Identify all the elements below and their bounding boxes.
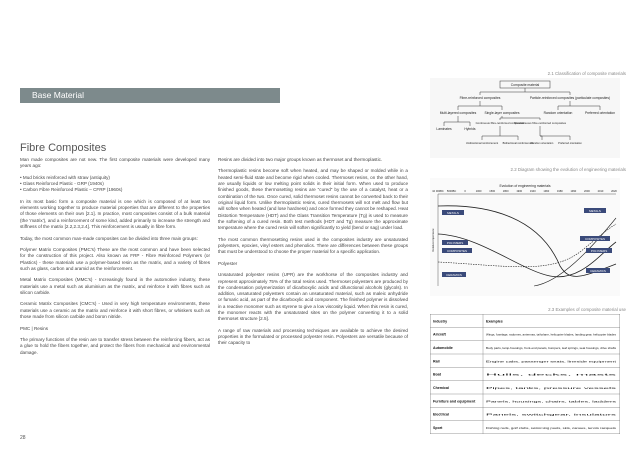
composite-use-table (430, 314, 620, 434)
diagram-node: Random orientation (543, 111, 573, 115)
left-text-column (20, 157, 210, 361)
table-header-cell: Examples (486, 319, 503, 324)
diagram-node: Bidirectional reinforcement (502, 142, 534, 145)
table-industry-cell: Boat (433, 372, 441, 377)
diagram-node: Continuous fibre-reinforced composites (475, 121, 525, 125)
year-tick-label: 1000 (475, 190, 482, 193)
year-tick-label: 2010 (597, 190, 604, 193)
list-item: • Carbon Fibre Reinforced Plastic – CFRP (1960s) (20, 187, 123, 193)
table-industry-cell: Chemical (433, 385, 449, 390)
axis-label: Relative importance (432, 228, 435, 252)
year-tick-label: 1940 (529, 190, 536, 193)
table-examples-cell: Pipes, tanks, pressure vessels (486, 385, 618, 390)
material-group-label: METALS (589, 208, 601, 213)
material-group-label: POLYMERS (446, 240, 464, 245)
paragraph: In its most basic form a composite material is one which is composed of at least two elements working together to produce material properties that are different to the properties of those elements on their own [2.1]. In practice, most composites consist of a bulk material (the 'matrix'), and a reinforcement of some kind, added primarily to increase the strength and stiffness of the matrix [2.2,2.3,2.4]. This reinforcement is usually in fibre form. (20, 198, 210, 230)
material-group-label: COMPOSITES (584, 236, 606, 241)
section-banner: Base Material (20, 88, 280, 103)
paragraph: The most common thermosetting resins used in the composites industry are unsaturated polyesters, epoxies, vinyl esters and phenolics. There are differences between these groups that must be understood to choose the proper material for a specific application. (218, 236, 408, 255)
paragraph: Polymer Matrix Composites (PMC's) These are the most common and have been selected for the construction of this project. Also known as FRP - Fibre Reinforced Polymers (or Plastics) - these materials use a polymer-based resin as the matrix, and a variety of fibres such as glass, carbon and aramid as the reinforcement. (20, 247, 210, 271)
page-number: 28 (20, 435, 26, 441)
diagram-node: Laminates (436, 127, 452, 131)
year-tick-label: 2000 (584, 190, 590, 193)
table-header-cell: Industry (433, 319, 448, 324)
paragraph: A range of raw materials and processing techniques are available to achieve the desired properties in the formulated or processed polyester resin. Polyesters are versatile because of their capacity to (218, 327, 408, 346)
year-tick-label: 5000BC (446, 190, 457, 193)
diagram-node: Preferred orientation (558, 142, 582, 145)
subheading: Polyester (218, 260, 238, 266)
paragraph: Ceramic Matrix Composites (CMC's) - Used in very high temperature environments, these materials use a ceramic as the matrix and reinforce it with short fibres, or whiskers such as those made from silicon carbide and boron nitride. (20, 301, 210, 320)
subheading: PMC | Resins (20, 325, 48, 331)
diagram-node: Unidirectional reinforcement (465, 142, 499, 145)
table-examples-cell: Body parts, lamp-housings, front-end panels, bumpers, leaf springs, seat housings, drive shafts (486, 345, 617, 350)
year-tick-label: 2020 (611, 190, 617, 193)
table-examples-cell: Fishing rods, golf clubs, swimming pools, skis, canoes, tennis racquets (486, 425, 617, 430)
classification-diagram (430, 78, 620, 158)
evolution-diagram (430, 178, 620, 296)
paragraph: Today, the most common man-made composites can be divided into three main groups: (20, 235, 198, 241)
list-item: • Glass Reinforced Plastic - GRP (1940s) (20, 181, 104, 187)
material-group-label: POLYMERS (590, 248, 608, 253)
right-text-column (218, 157, 408, 352)
year-tick-label: 1900 (516, 190, 523, 193)
year-tick-label: 10 000BC (432, 190, 444, 193)
table-examples-cell: Panels, switchgear, insulators (486, 412, 618, 417)
paragraph: Metal Matrix Composites (MMC's) - Increasingly found in the automotive industry, these materials use a metal such as aluminium as the matrix, and reinforce it with fibres such as silicon carbide. (20, 277, 210, 295)
figure-caption-3: 2.3 Examples of composite material use (548, 307, 626, 312)
list-item: • Mud bricks reinforced with straw (antiquity) (20, 174, 110, 180)
table-examples-cell: Wings, fuselage, radomes, antennas, tail-plane, helicopter blades, landing gear, helicopter blades (486, 332, 617, 337)
diagram-title: Evolution of engineering materials (499, 184, 551, 188)
table-industry-cell: Aircraft (433, 332, 446, 337)
paragraph: Unsaturated polyester resins (UPR) are the workhorse of the composites industry and represent approximately 75% of the total resins used. Thermoset polyesters are produced by the condensation polymerization of dicarboxylic acids and difunctional alcohols (glycols). In addition, unsaturated polyesters contain an unsaturated material, such as maleic anhydride or fumaric acid, as part of the dicarboxylic acid component. The finished polymer is dissolved in a reactive monomer such as styrene to give a low viscosity liquid. When this resin is cured, the monomer reacts with the unsaturated sites on the polymer converting it to a solid thermoset structure [2.5]. (218, 272, 408, 322)
year-tick-label: 1990 (570, 190, 577, 193)
year-tick-label: 1500 (489, 190, 496, 193)
paragraph: Thermoplastic resins become soft when heated, and may be shaped or molded while in a heated semi-fluid state and become rigid when cooled. Thermoset resins, on the other hand, are usually liquids or low melting point solids in their initial form. When used to produce finished goods, these thermosetting resins are "cured" by the use of a catalyst, heat or a combination of the two. Once cured, solid thermoset resins cannot be converted back to their original liquid form. Unlike thermoplastic resins, cured thermosets will not melt and flow but will soften when heated (and lose hardness) and once formed they cannot be reshaped. Heat Distortion Temperature (HDT) and the Glass Transition Temperature (Tg) is used to measure the softening of a cured resin. Both test methods (HDT and Tg) measure the approximate temperature where the cured resin will soften significantly to yield (bend or sag) under load. (218, 168, 408, 231)
diagram-node: Particle-reinforced composites (particulate composites) (529, 96, 611, 100)
figure-caption-2: 2.2 Diagram showing the evolution of engineering materials (510, 167, 626, 172)
diagram-node: Preferred orientation (584, 111, 616, 115)
diagram-node: Hybrids (464, 127, 476, 131)
year-tick-label: 1800 (502, 190, 509, 193)
table-examples-cell: Hulls, decks, masts (486, 372, 619, 377)
figure-caption-1: 2.1 Classification of composite materials (547, 71, 626, 76)
diagram-node: Multi-layered composites (439, 111, 477, 115)
material-group-label: COMPOSITES (446, 248, 468, 253)
diagram-node: Random orientation (530, 142, 554, 145)
year-tick-label: 1980 (556, 190, 563, 193)
table-industry-cell: Automobile (433, 345, 453, 350)
paragraph: Man made composites are not new. The first composite materials were developed many years ago: (20, 157, 210, 169)
table-industry-cell: Rail (433, 359, 440, 364)
table-examples-cell: Panels, housings, chairs, tables, ladders (486, 399, 618, 404)
diagram-node: Discontinuous fibre-reinforced composites (513, 121, 567, 125)
material-group-label: METALS (447, 210, 459, 215)
diagram-node: Single-layer composites (484, 111, 520, 115)
paragraph: Resins are divided into two major groups known as thermoset and thermoplastic. (218, 157, 383, 162)
section-heading: Fibre Composites (20, 142, 107, 154)
year-tick-label: 0 (464, 190, 466, 193)
table-examples-cell: Engine cabs, passenger seats, lineside equipment (486, 359, 617, 364)
paragraph: The primary functions of the resin are to transfer stress between the reinforcing fibers, act as a glue to hold the fibers together, and protect the fibers from mechanical and environmental damage. (20, 337, 210, 355)
diagram-root: Composite material (510, 83, 540, 87)
table-industry-cell: Furniture and equipment (433, 399, 476, 404)
table-industry-cell: Sport (433, 425, 443, 430)
material-group-label: CERAMICS (590, 268, 606, 273)
table-industry-cell: Electrical (433, 412, 449, 417)
material-group-label: CERAMICS (446, 272, 462, 277)
diagram-node: Fibre-reinforced composites (459, 96, 501, 100)
year-tick-label: 1960 (543, 190, 550, 193)
